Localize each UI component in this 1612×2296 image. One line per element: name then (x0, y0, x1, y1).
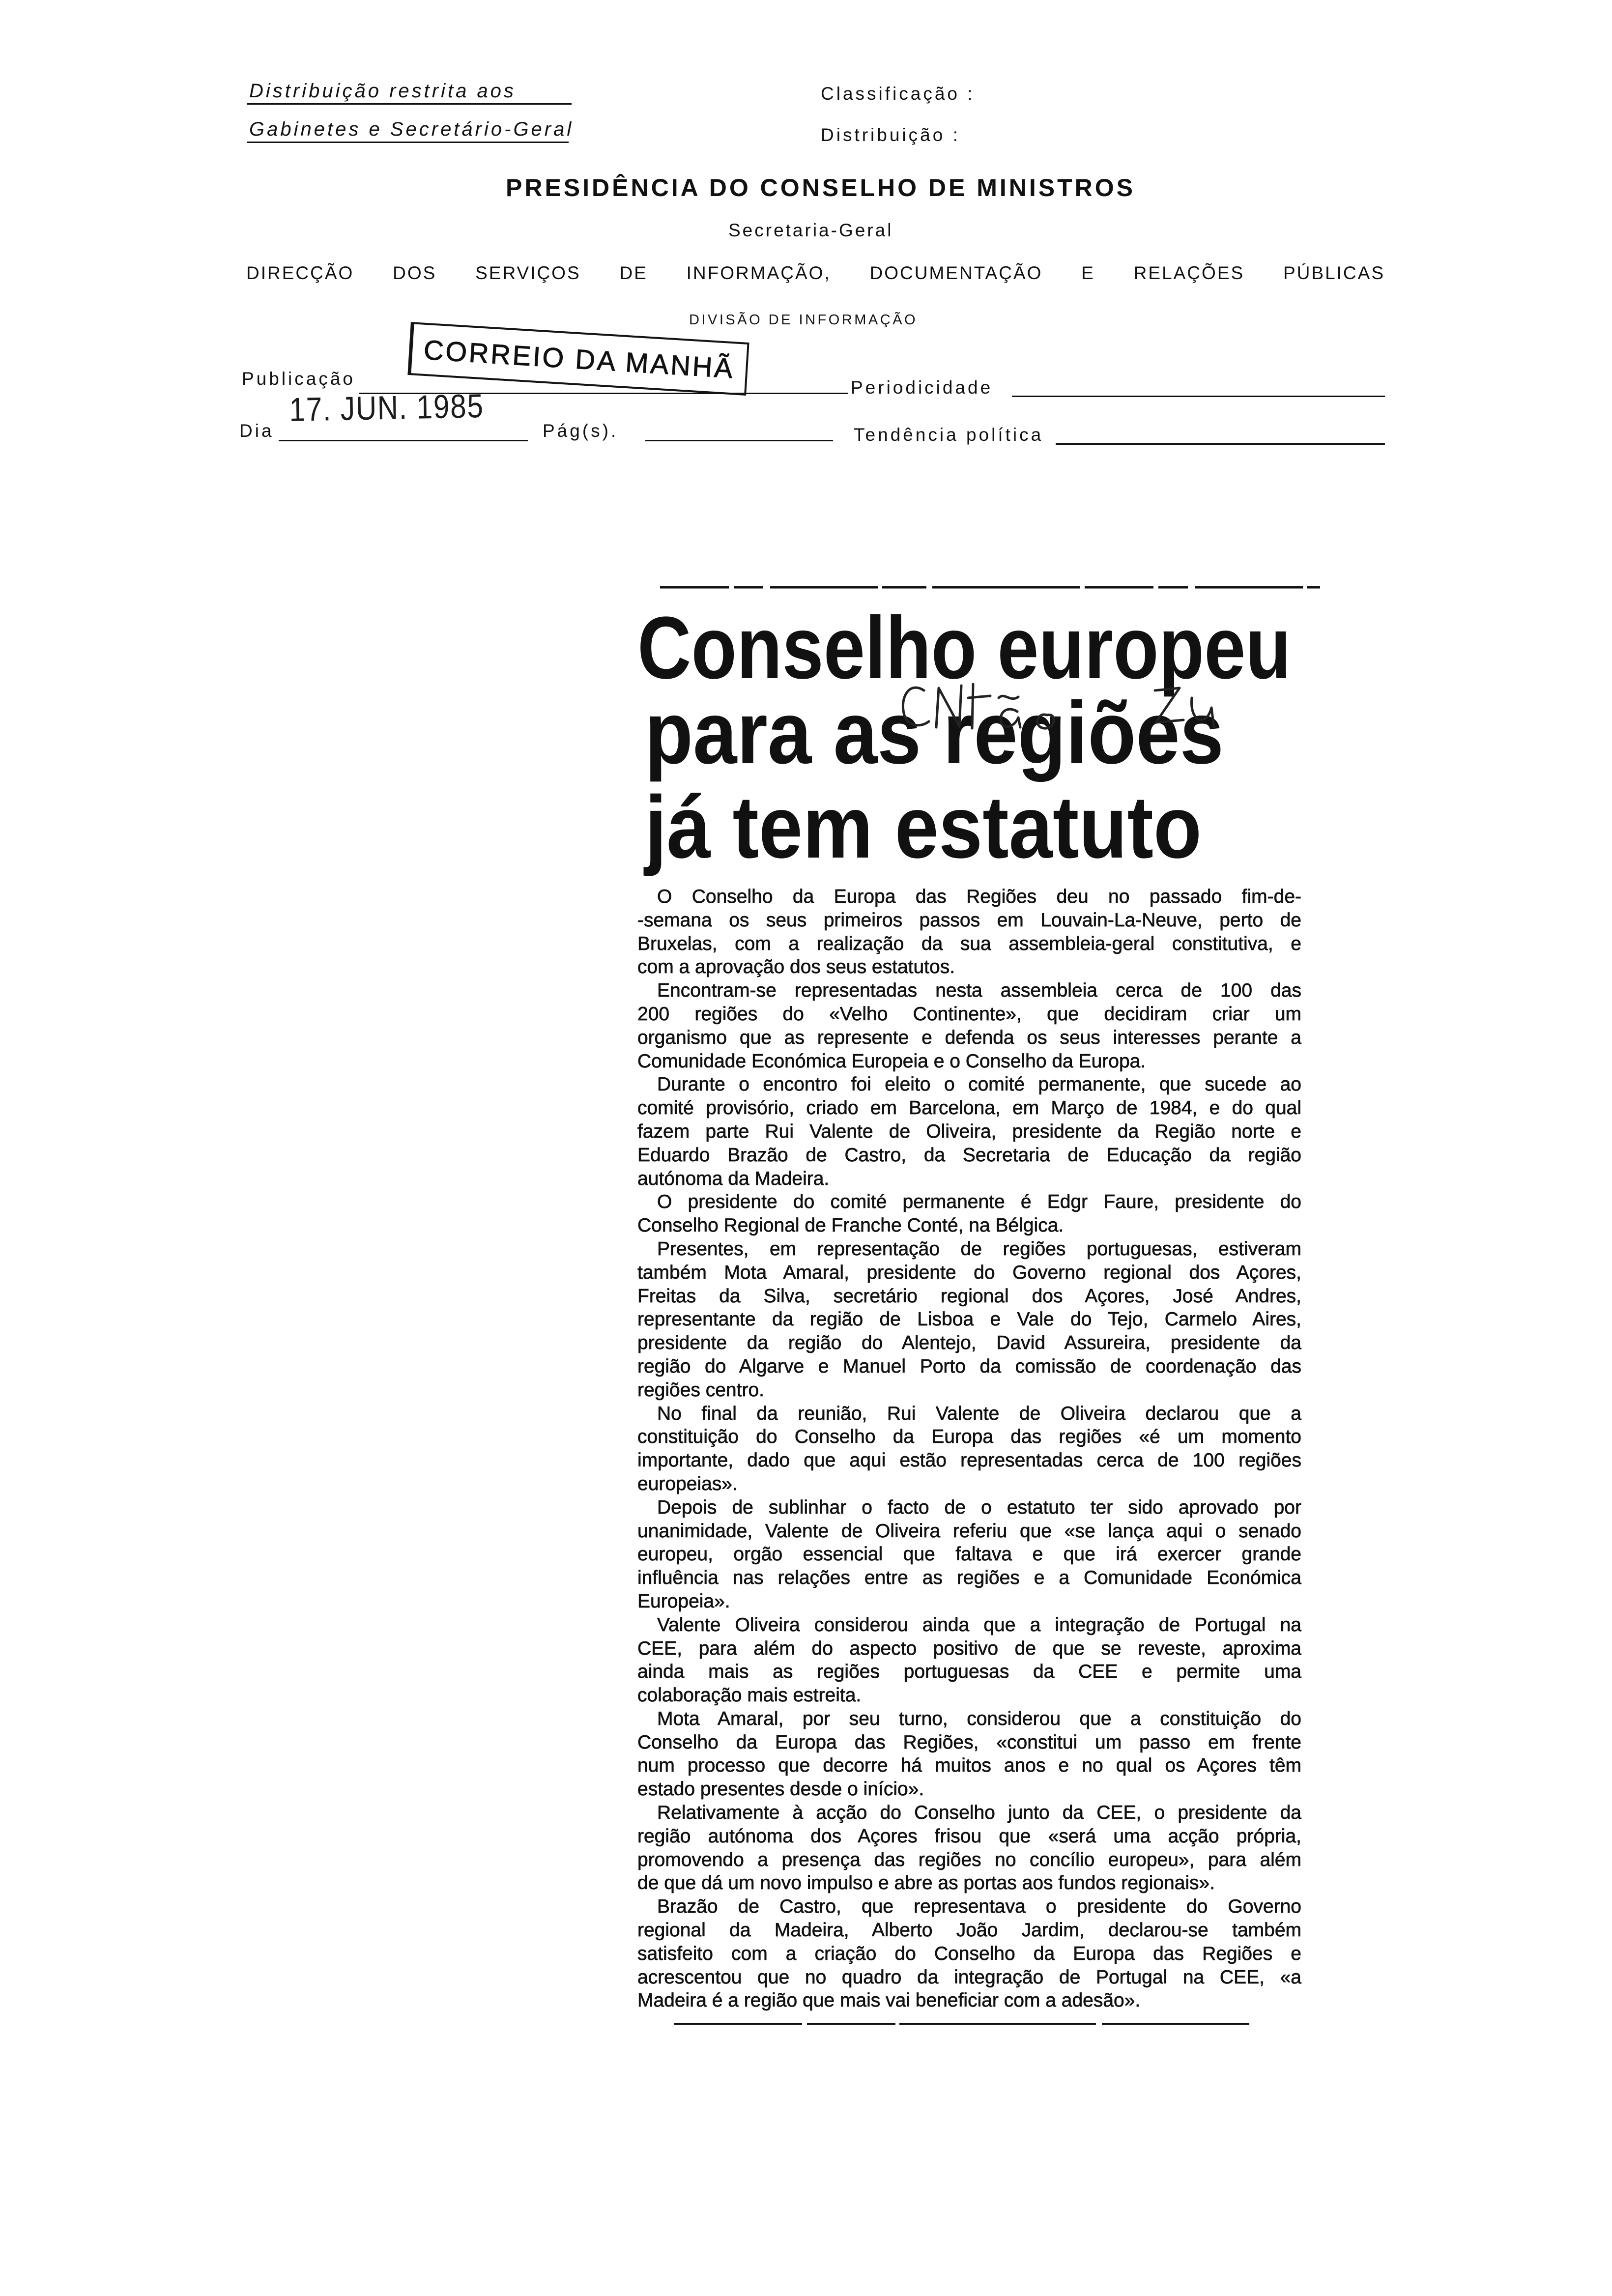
article-line: fazem parte Rui Valente de Oliveira, presidente da Região norte e (637, 1120, 1301, 1142)
article-line: promovendo a presença das regiões no concílio europeu», para além (637, 1849, 1301, 1870)
article-line: presidente da região do Alentejo, David Assureira, presidente da (637, 1332, 1301, 1354)
article-line: Valente Oliveira considerou ainda que a integração de Portugal na (657, 1614, 1301, 1636)
pages-field-line (645, 440, 833, 441)
article-line: Freitas da Silva, secretário regional dos Açores, José Andres, (637, 1285, 1301, 1307)
article-line: constituição do Conselho da Europa das regiões «é um momento (637, 1426, 1301, 1448)
headline (629, 580, 1327, 885)
publication-value: CORREIO DA MANHÃ (423, 334, 736, 384)
article-line: CEE, para além do aspecto positivo de que se reveste, aproxima (637, 1637, 1301, 1659)
article-line: Presentes, em representação de regiões portuguesas, estiveram (657, 1238, 1301, 1260)
article-line: -semana os seus primeiros passos em Louvain-La-Neuve, perto de (637, 909, 1301, 931)
headline-line-2: para as regiões (645, 684, 1224, 782)
article-line: Mota Amaral, por seu turno, considerou que a constituição do (657, 1708, 1301, 1729)
article-line: O presidente do comité permanente é Edgr Faure, presidente do (657, 1191, 1301, 1213)
headline-line-1: Conselho europeu (637, 599, 1291, 697)
article-paragraph (637, 1707, 1301, 1801)
article-line: satisfeito com a criação do Conselho da Europa das Regiões e (637, 1943, 1301, 1964)
article-line: Encontram-se representadas nesta assembleia cerca de 100 das (657, 980, 1301, 1002)
underline (247, 103, 572, 105)
article-line: Madeira é a região que mais vai beneficiar com a adesão». (637, 1990, 1141, 2011)
article-line: Comunidade Económica Europeia e o Conselho da Europa. (637, 1050, 1146, 1072)
article-paragraph (637, 1496, 1301, 1613)
political-tendency-field-line (1056, 443, 1385, 445)
article-line: acrescentou que no quadro da integração de Portugal na CEE, «a (637, 1966, 1301, 1988)
article-line: representante da região de Lisboa e Vale do Tejo, Carmelo Aires, (637, 1309, 1301, 1330)
publication-stamp (407, 322, 749, 396)
article-line: Bruxelas, com a realização da sua assembleia-geral constitutiva, e (637, 933, 1301, 954)
article-line: Eduardo Brazão de Castro, da Secretaria de Educação da região (637, 1144, 1301, 1166)
distribution-restriction-line1: Distribuição restrita aos (249, 80, 516, 102)
article-paragraph (637, 1190, 1301, 1237)
article-line: colaboração mais estreita. (637, 1685, 862, 1706)
article-line: organismo que as represente e defenda os seus interesses perante a (637, 1027, 1301, 1048)
article-body (637, 885, 1301, 2012)
article-line: também Mota Amaral, presidente do Governo regional dos Açores, (637, 1262, 1301, 1283)
article-paragraph (637, 1237, 1301, 1402)
distribution-restriction-line2: Gabinetes e Secretário-Geral (249, 118, 574, 140)
article-line: região do Algarve e Manuel Porto da comissão de coordenação das (637, 1355, 1301, 1377)
article-line: influência nas relações entre as regiões e a Comunidade Económica (637, 1567, 1301, 1589)
article-line: unanimidade, Valente de Oliveira referiu que «se lança aqui o senado (637, 1520, 1301, 1542)
distribution-label: Distribuição : (821, 125, 960, 145)
article-line: regiões centro. (637, 1379, 764, 1401)
directorate-heading: DIRECÇÃO DOS SERVIÇOS DE INFORMAÇÃO, DOCUMENTAÇÃO E RELAÇÕES PÚBLICAS (246, 263, 1385, 283)
article-paragraph (637, 1895, 1301, 2012)
article-paragraph (637, 885, 1301, 979)
date-stamp: 17. JUN. 1985 (288, 387, 485, 429)
political-tendency-label: Tendência política (854, 425, 1044, 445)
article-paragraph (637, 1613, 1301, 1707)
secretariat-heading: Secretaria-Geral (728, 220, 893, 240)
article-line: Durante o encontro foi eleito o comité permanente, que sucede ao (657, 1074, 1301, 1095)
article-line: Relativamente à acção do Conselho junto da CEE, o presidente da (657, 1802, 1301, 1824)
article-line: europeu, orgão essencial que faltava e que irá exercer grande (637, 1544, 1301, 1565)
bottom-rule (674, 2021, 1279, 2027)
article-paragraph (637, 1801, 1301, 1895)
underline (247, 142, 569, 143)
division-heading: DIVISÃO DE INFORMAÇÃO (689, 312, 918, 328)
article-line: No final da reunião, Rui Valente de Oliveira declarou que a (657, 1403, 1301, 1424)
article-line: Europeia». (637, 1590, 730, 1612)
pages-label: Pág(s). (543, 421, 619, 441)
article-line: 200 regiões do «Velho Continente», que decidiram criar um (637, 1003, 1301, 1025)
presidency-heading: PRESIDÊNCIA DO CONSELHO DE MINISTROS (506, 174, 1136, 201)
periodicity-field-line (1012, 396, 1385, 397)
article-line: Brazão de Castro, que representava o presidente do Governo (657, 1896, 1301, 1918)
day-label: Dia (239, 421, 274, 441)
classification-label: Classificação : (821, 84, 975, 104)
day-field-line (279, 440, 528, 441)
article-line: ainda mais as regiões portuguesas da CEE e permite uma (637, 1661, 1301, 1683)
periodicity-label: Periodicidade (851, 377, 993, 398)
headline-line-3: já tem estatuto (643, 778, 1202, 877)
article-line: Depois de sublinhar o facto de o estatuto ter sido aprovado por (657, 1496, 1301, 1518)
article-line: O Conselho da Europa das Regiões deu no passado fim-de- (657, 886, 1301, 907)
article-line: europeias». (637, 1473, 738, 1494)
article-line: autónoma da Madeira. (637, 1168, 830, 1189)
article-line: num processo que decorre há muitos anos e no qual os Açores têm (637, 1755, 1301, 1777)
article-line: de que dá um novo impulso e abre as portas aos fundos regionais». (637, 1872, 1215, 1894)
publication-label: Publicação (242, 369, 356, 389)
article-line: estado presentes desde o início». (637, 1779, 924, 1800)
article-line: região autónoma dos Açores frisou que «será uma acção própria, (637, 1825, 1301, 1847)
article-line: com a aprovação dos seus estatutos. (637, 956, 955, 978)
article-line: comité provisório, criado em Barcelona, em Março de 1984, e do qual (637, 1097, 1301, 1119)
article-line: Conselho da Europa das Regiões, «constitui um passo em frente (637, 1731, 1301, 1753)
article-paragraph (637, 979, 1301, 1073)
article-paragraph (637, 1402, 1301, 1496)
article-paragraph (637, 1073, 1301, 1190)
article-line: regional da Madeira, Alberto João Jardim, declarou-se também (637, 1920, 1301, 1941)
article-line: Conselho Regional de Franche Conté, na Bélgica. (637, 1215, 1064, 1236)
article-line: importante, dado que aqui estão representadas cerca de 100 regiões (637, 1450, 1301, 1471)
